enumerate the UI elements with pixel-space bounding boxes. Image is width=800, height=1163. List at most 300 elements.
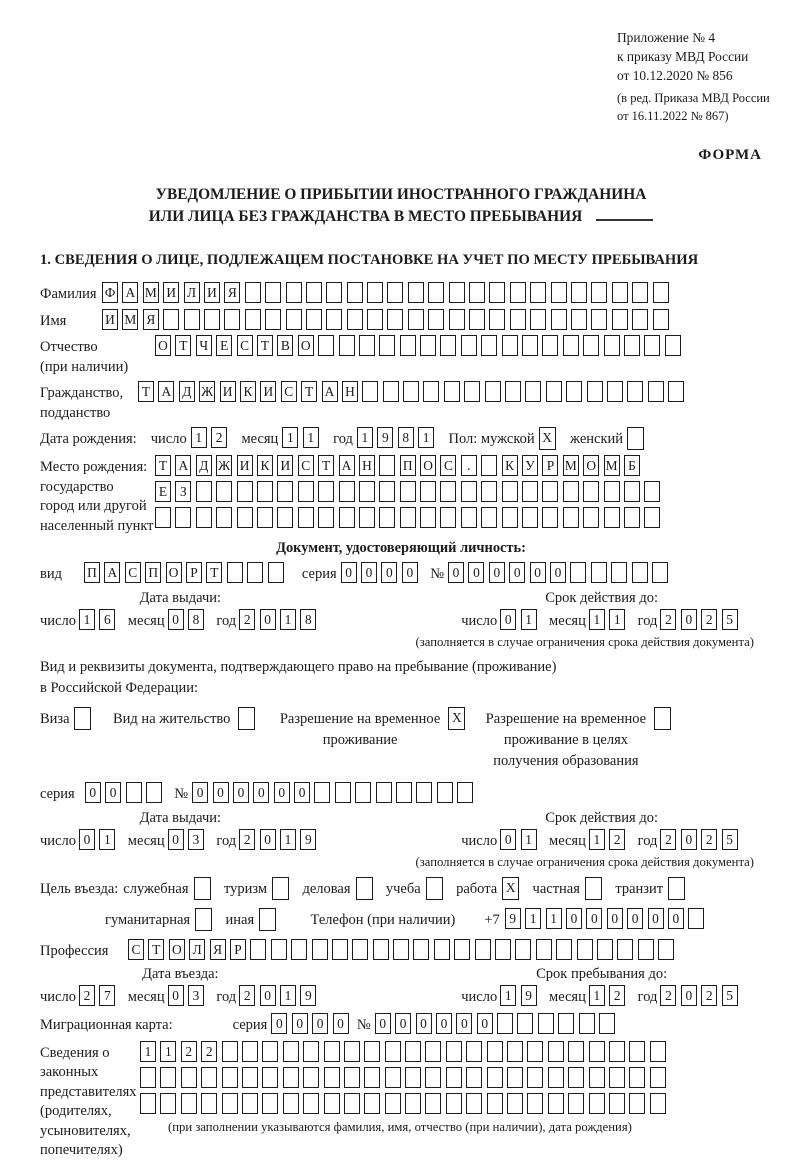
residence-permit-checkbox[interactable] bbox=[238, 706, 259, 730]
char-box[interactable] bbox=[530, 282, 546, 303]
char-box[interactable] bbox=[502, 507, 518, 528]
char-box[interactable] bbox=[383, 381, 399, 402]
char-box[interactable] bbox=[527, 1067, 543, 1088]
char-box[interactable] bbox=[224, 309, 240, 330]
purpose-transit-checkbox[interactable] bbox=[668, 877, 689, 900]
char-box[interactable]: А bbox=[322, 381, 338, 402]
char-box[interactable] bbox=[195, 908, 212, 931]
char-box[interactable] bbox=[607, 381, 623, 402]
char-box[interactable] bbox=[466, 1093, 482, 1114]
char-box[interactable] bbox=[257, 507, 273, 528]
char-box[interactable]: 0 bbox=[509, 562, 525, 583]
char-box[interactable]: Ж bbox=[216, 455, 232, 476]
char-box[interactable] bbox=[312, 939, 328, 960]
char-box[interactable] bbox=[184, 309, 200, 330]
char-box[interactable]: 0 bbox=[294, 782, 310, 803]
char-box[interactable]: К bbox=[257, 455, 273, 476]
char-box[interactable]: Д bbox=[179, 381, 195, 402]
char-box[interactable] bbox=[525, 381, 541, 402]
char-box[interactable] bbox=[298, 507, 314, 528]
char-box[interactable]: М bbox=[604, 455, 620, 476]
char-box[interactable] bbox=[155, 507, 171, 528]
char-box[interactable] bbox=[444, 381, 460, 402]
char-box[interactable]: 0 bbox=[402, 562, 418, 583]
char-box[interactable]: 0 bbox=[274, 782, 290, 803]
char-box[interactable] bbox=[665, 335, 681, 356]
char-box[interactable]: 1 bbox=[609, 609, 625, 630]
purpose-business-checkbox[interactable] bbox=[356, 877, 377, 900]
char-box[interactable] bbox=[396, 782, 412, 803]
char-box[interactable]: П bbox=[145, 562, 161, 583]
char-box[interactable]: А bbox=[175, 455, 191, 476]
char-box[interactable] bbox=[247, 562, 263, 583]
char-box[interactable] bbox=[222, 1067, 238, 1088]
char-box[interactable]: 2 bbox=[239, 985, 255, 1006]
char-box[interactable] bbox=[551, 282, 567, 303]
char-box[interactable] bbox=[387, 282, 403, 303]
char-box[interactable] bbox=[146, 782, 162, 803]
char-box[interactable] bbox=[568, 1041, 584, 1062]
char-box[interactable] bbox=[356, 877, 373, 900]
char-box[interactable]: 0 bbox=[333, 1013, 349, 1034]
visa-checkbox[interactable] bbox=[74, 706, 95, 730]
sex-female-checkbox[interactable] bbox=[627, 427, 648, 450]
char-box[interactable] bbox=[196, 481, 212, 502]
char-box[interactable] bbox=[617, 939, 633, 960]
char-box[interactable]: 0 bbox=[500, 609, 516, 630]
char-box[interactable]: 0 bbox=[168, 609, 184, 630]
purpose-other-checkbox[interactable] bbox=[259, 908, 280, 931]
char-box[interactable]: С bbox=[237, 335, 253, 356]
char-box[interactable] bbox=[548, 1041, 564, 1062]
char-box[interactable] bbox=[487, 1093, 503, 1114]
char-box[interactable] bbox=[425, 1067, 441, 1088]
char-box[interactable]: 1 bbox=[418, 427, 434, 448]
char-box[interactable] bbox=[222, 1041, 238, 1062]
char-box[interactable] bbox=[551, 309, 567, 330]
char-box[interactable] bbox=[485, 381, 501, 402]
char-box[interactable]: С bbox=[440, 455, 456, 476]
char-box[interactable] bbox=[568, 1067, 584, 1088]
char-box[interactable] bbox=[624, 481, 640, 502]
char-box[interactable] bbox=[420, 507, 436, 528]
char-box[interactable] bbox=[440, 481, 456, 502]
char-box[interactable] bbox=[352, 939, 368, 960]
char-box[interactable]: 5 bbox=[722, 609, 738, 630]
char-box[interactable] bbox=[314, 782, 330, 803]
char-box[interactable]: 0 bbox=[468, 562, 484, 583]
char-box[interactable]: Д bbox=[196, 455, 212, 476]
char-box[interactable]: 1 bbox=[282, 427, 298, 448]
char-box[interactable] bbox=[481, 507, 497, 528]
char-box[interactable] bbox=[367, 282, 383, 303]
char-box[interactable] bbox=[376, 782, 392, 803]
char-box[interactable]: 1 bbox=[79, 609, 95, 630]
char-box[interactable]: 1 bbox=[589, 609, 605, 630]
char-box[interactable]: 0 bbox=[85, 782, 101, 803]
char-box[interactable] bbox=[426, 877, 443, 900]
char-box[interactable] bbox=[454, 939, 470, 960]
temp-residence-education-checkbox[interactable] bbox=[654, 706, 675, 730]
char-box[interactable] bbox=[204, 309, 220, 330]
char-box[interactable] bbox=[515, 939, 531, 960]
char-box[interactable] bbox=[175, 507, 191, 528]
char-box[interactable] bbox=[283, 1041, 299, 1062]
char-box[interactable] bbox=[668, 381, 684, 402]
char-box[interactable] bbox=[599, 1013, 615, 1034]
char-box[interactable]: 1 bbox=[546, 908, 562, 929]
char-box[interactable] bbox=[277, 507, 293, 528]
char-box[interactable] bbox=[306, 282, 322, 303]
char-box[interactable]: 0 bbox=[627, 908, 643, 929]
char-box[interactable]: 0 bbox=[477, 1013, 493, 1034]
char-box[interactable] bbox=[286, 309, 302, 330]
char-box[interactable] bbox=[556, 939, 572, 960]
char-box[interactable]: 9 bbox=[505, 908, 521, 929]
char-box[interactable] bbox=[583, 481, 599, 502]
char-box[interactable] bbox=[291, 939, 307, 960]
char-box[interactable] bbox=[237, 481, 253, 502]
char-box[interactable]: 9 bbox=[300, 829, 316, 850]
char-box[interactable]: В bbox=[277, 335, 293, 356]
char-box[interactable]: 0 bbox=[648, 908, 664, 929]
char-box[interactable] bbox=[558, 1013, 574, 1034]
char-box[interactable] bbox=[425, 1093, 441, 1114]
char-box[interactable]: X bbox=[502, 877, 519, 900]
char-box[interactable] bbox=[359, 481, 375, 502]
char-box[interactable]: И bbox=[220, 381, 236, 402]
char-box[interactable]: 0 bbox=[456, 1013, 472, 1034]
char-box[interactable] bbox=[648, 381, 664, 402]
char-box[interactable] bbox=[658, 939, 674, 960]
char-box[interactable] bbox=[542, 507, 558, 528]
char-box[interactable]: 0 bbox=[312, 1013, 328, 1034]
char-box[interactable]: 0 bbox=[253, 782, 269, 803]
char-box[interactable]: М bbox=[143, 282, 159, 303]
char-box[interactable] bbox=[359, 335, 375, 356]
char-box[interactable]: 9 bbox=[521, 985, 537, 1006]
char-box[interactable]: 0 bbox=[341, 562, 357, 583]
char-box[interactable] bbox=[570, 562, 586, 583]
char-box[interactable] bbox=[242, 1093, 258, 1114]
char-box[interactable] bbox=[502, 335, 518, 356]
char-box[interactable] bbox=[434, 939, 450, 960]
char-box[interactable] bbox=[416, 782, 432, 803]
char-box[interactable] bbox=[242, 1067, 258, 1088]
char-box[interactable] bbox=[347, 282, 363, 303]
char-box[interactable] bbox=[542, 481, 558, 502]
char-box[interactable] bbox=[335, 782, 351, 803]
char-box[interactable] bbox=[563, 507, 579, 528]
char-box[interactable] bbox=[481, 335, 497, 356]
char-box[interactable] bbox=[487, 1067, 503, 1088]
char-box[interactable] bbox=[74, 707, 91, 730]
char-box[interactable]: Я bbox=[224, 282, 240, 303]
char-box[interactable]: 2 bbox=[660, 609, 676, 630]
char-box[interactable] bbox=[446, 1041, 462, 1062]
char-box[interactable]: 2 bbox=[211, 427, 227, 448]
char-box[interactable] bbox=[216, 507, 232, 528]
char-box[interactable] bbox=[318, 507, 334, 528]
char-box[interactable] bbox=[324, 1067, 340, 1088]
char-box[interactable] bbox=[194, 877, 211, 900]
char-box[interactable]: 0 bbox=[79, 829, 95, 850]
char-box[interactable]: М bbox=[122, 309, 138, 330]
char-box[interactable]: Т bbox=[301, 381, 317, 402]
char-box[interactable]: Н bbox=[342, 381, 358, 402]
char-box[interactable] bbox=[587, 381, 603, 402]
char-box[interactable]: 1 bbox=[140, 1041, 156, 1062]
char-box[interactable] bbox=[403, 381, 419, 402]
char-box[interactable] bbox=[591, 282, 607, 303]
char-box[interactable]: И bbox=[237, 455, 253, 476]
char-box[interactable]: 0 bbox=[168, 829, 184, 850]
char-box[interactable] bbox=[385, 1041, 401, 1062]
char-box[interactable] bbox=[364, 1041, 380, 1062]
char-box[interactable] bbox=[489, 309, 505, 330]
char-box[interactable] bbox=[629, 1067, 645, 1088]
char-box[interactable]: 0 bbox=[213, 782, 229, 803]
char-box[interactable] bbox=[654, 707, 671, 730]
char-box[interactable] bbox=[196, 507, 212, 528]
char-box[interactable]: 2 bbox=[609, 985, 625, 1006]
char-box[interactable] bbox=[242, 1041, 258, 1062]
char-box[interactable]: Р bbox=[186, 562, 202, 583]
char-box[interactable] bbox=[571, 282, 587, 303]
char-box[interactable] bbox=[339, 507, 355, 528]
char-box[interactable] bbox=[446, 1067, 462, 1088]
char-box[interactable]: 0 bbox=[233, 782, 249, 803]
char-box[interactable] bbox=[507, 1067, 523, 1088]
char-box[interactable] bbox=[339, 335, 355, 356]
char-box[interactable] bbox=[566, 381, 582, 402]
char-box[interactable]: Т bbox=[138, 381, 154, 402]
char-box[interactable] bbox=[644, 507, 660, 528]
purpose-humanitarian-checkbox[interactable] bbox=[195, 908, 216, 931]
char-box[interactable]: И bbox=[204, 282, 220, 303]
char-box[interactable] bbox=[222, 1093, 238, 1114]
char-box[interactable]: 1 bbox=[500, 985, 516, 1006]
char-box[interactable]: Т bbox=[148, 939, 164, 960]
char-box[interactable]: 2 bbox=[609, 829, 625, 850]
char-box[interactable] bbox=[632, 562, 648, 583]
purpose-study-checkbox[interactable] bbox=[426, 877, 447, 900]
char-box[interactable] bbox=[585, 877, 602, 900]
char-box[interactable]: X bbox=[448, 707, 465, 730]
char-box[interactable]: И bbox=[102, 309, 118, 330]
char-box[interactable] bbox=[624, 507, 640, 528]
char-box[interactable] bbox=[650, 1093, 666, 1114]
char-box[interactable]: 1 bbox=[521, 829, 537, 850]
char-box[interactable]: А bbox=[104, 562, 120, 583]
char-box[interactable] bbox=[379, 481, 395, 502]
char-box[interactable] bbox=[536, 939, 552, 960]
char-box[interactable] bbox=[609, 1093, 625, 1114]
char-box[interactable] bbox=[522, 481, 538, 502]
char-box[interactable]: 0 bbox=[607, 908, 623, 929]
char-box[interactable]: 0 bbox=[168, 985, 184, 1006]
purpose-tourism-checkbox[interactable] bbox=[272, 877, 293, 900]
char-box[interactable] bbox=[393, 939, 409, 960]
char-box[interactable] bbox=[140, 1093, 156, 1114]
char-box[interactable]: 5 bbox=[722, 985, 738, 1006]
char-box[interactable]: 0 bbox=[271, 1013, 287, 1034]
char-box[interactable]: 8 bbox=[398, 427, 414, 448]
char-box[interactable] bbox=[650, 1041, 666, 1062]
char-box[interactable] bbox=[160, 1067, 176, 1088]
char-box[interactable] bbox=[449, 309, 465, 330]
char-box[interactable]: О bbox=[583, 455, 599, 476]
char-box[interactable]: 3 bbox=[188, 985, 204, 1006]
char-box[interactable]: 2 bbox=[701, 609, 717, 630]
char-box[interactable] bbox=[373, 939, 389, 960]
char-box[interactable] bbox=[530, 309, 546, 330]
char-box[interactable] bbox=[379, 507, 395, 528]
char-box[interactable]: С bbox=[281, 381, 297, 402]
char-box[interactable] bbox=[163, 309, 179, 330]
char-box[interactable] bbox=[245, 309, 261, 330]
char-box[interactable] bbox=[385, 1093, 401, 1114]
char-box[interactable] bbox=[277, 481, 293, 502]
char-box[interactable]: 0 bbox=[681, 829, 697, 850]
char-box[interactable]: С bbox=[128, 939, 144, 960]
char-box[interactable] bbox=[379, 335, 395, 356]
char-box[interactable] bbox=[332, 939, 348, 960]
char-box[interactable]: 1 bbox=[589, 829, 605, 850]
char-box[interactable]: 0 bbox=[375, 1013, 391, 1034]
char-box[interactable] bbox=[286, 282, 302, 303]
char-box[interactable] bbox=[510, 309, 526, 330]
char-box[interactable]: Р bbox=[230, 939, 246, 960]
char-box[interactable]: А bbox=[122, 282, 138, 303]
char-box[interactable] bbox=[303, 1067, 319, 1088]
char-box[interactable]: 0 bbox=[681, 985, 697, 1006]
char-box[interactable]: 2 bbox=[181, 1041, 197, 1062]
char-box[interactable] bbox=[481, 481, 497, 502]
char-box[interactable] bbox=[510, 282, 526, 303]
char-box[interactable]: Т bbox=[206, 562, 222, 583]
char-box[interactable] bbox=[653, 309, 669, 330]
char-box[interactable] bbox=[568, 1093, 584, 1114]
char-box[interactable]: Ч bbox=[196, 335, 212, 356]
char-box[interactable]: И bbox=[277, 455, 293, 476]
char-box[interactable] bbox=[324, 1093, 340, 1114]
char-box[interactable]: 1 bbox=[589, 985, 605, 1006]
char-box[interactable]: О bbox=[169, 939, 185, 960]
char-box[interactable]: 0 bbox=[500, 829, 516, 850]
char-box[interactable] bbox=[181, 1067, 197, 1088]
char-box[interactable] bbox=[440, 335, 456, 356]
char-box[interactable] bbox=[245, 282, 261, 303]
char-box[interactable] bbox=[487, 1041, 503, 1062]
purpose-private-checkbox[interactable] bbox=[585, 877, 606, 900]
char-box[interactable] bbox=[160, 1093, 176, 1114]
char-box[interactable] bbox=[379, 455, 395, 476]
char-box[interactable]: А bbox=[339, 455, 355, 476]
char-box[interactable]: 1 bbox=[191, 427, 207, 448]
char-box[interactable] bbox=[577, 939, 593, 960]
char-box[interactable] bbox=[457, 782, 473, 803]
char-box[interactable]: Ф bbox=[102, 282, 118, 303]
char-box[interactable]: 9 bbox=[377, 427, 393, 448]
char-box[interactable] bbox=[507, 1093, 523, 1114]
char-box[interactable] bbox=[469, 282, 485, 303]
char-box[interactable] bbox=[489, 282, 505, 303]
char-box[interactable] bbox=[589, 1041, 605, 1062]
char-box[interactable] bbox=[571, 309, 587, 330]
char-box[interactable]: 1 bbox=[357, 427, 373, 448]
char-box[interactable]: И bbox=[163, 282, 179, 303]
char-box[interactable] bbox=[250, 939, 266, 960]
char-box[interactable] bbox=[604, 507, 620, 528]
char-box[interactable] bbox=[326, 282, 342, 303]
char-box[interactable]: П bbox=[400, 455, 416, 476]
char-box[interactable] bbox=[548, 1067, 564, 1088]
char-box[interactable] bbox=[653, 282, 669, 303]
char-box[interactable]: 0 bbox=[260, 609, 276, 630]
char-box[interactable] bbox=[405, 1041, 421, 1062]
char-box[interactable] bbox=[268, 562, 284, 583]
char-box[interactable]: 3 bbox=[188, 829, 204, 850]
char-box[interactable]: К bbox=[240, 381, 256, 402]
char-box[interactable] bbox=[181, 1093, 197, 1114]
char-box[interactable] bbox=[461, 335, 477, 356]
char-box[interactable] bbox=[461, 507, 477, 528]
char-box[interactable] bbox=[271, 939, 287, 960]
char-box[interactable]: Я bbox=[143, 309, 159, 330]
char-box[interactable]: 0 bbox=[668, 908, 684, 929]
char-box[interactable] bbox=[259, 908, 276, 931]
char-box[interactable]: 1 bbox=[525, 908, 541, 929]
char-box[interactable] bbox=[262, 1041, 278, 1062]
char-box[interactable] bbox=[272, 877, 289, 900]
char-box[interactable] bbox=[318, 335, 334, 356]
char-box[interactable] bbox=[563, 335, 579, 356]
char-box[interactable] bbox=[298, 481, 314, 502]
char-box[interactable]: З bbox=[175, 481, 191, 502]
char-box[interactable] bbox=[481, 455, 497, 476]
char-box[interactable]: 2 bbox=[79, 985, 95, 1006]
char-box[interactable] bbox=[632, 282, 648, 303]
char-box[interactable]: 1 bbox=[160, 1041, 176, 1062]
char-box[interactable]: Ж bbox=[199, 381, 215, 402]
char-box[interactable]: 0 bbox=[416, 1013, 432, 1034]
char-box[interactable] bbox=[344, 1067, 360, 1088]
char-box[interactable]: 0 bbox=[361, 562, 377, 583]
char-box[interactable] bbox=[347, 309, 363, 330]
char-box[interactable] bbox=[597, 939, 613, 960]
char-box[interactable] bbox=[475, 939, 491, 960]
char-box[interactable]: 1 bbox=[303, 427, 319, 448]
char-box[interactable] bbox=[265, 282, 281, 303]
char-box[interactable] bbox=[464, 381, 480, 402]
char-box[interactable] bbox=[428, 309, 444, 330]
char-box[interactable] bbox=[497, 1013, 513, 1034]
char-box[interactable] bbox=[420, 335, 436, 356]
char-box[interactable] bbox=[440, 507, 456, 528]
char-box[interactable]: Л bbox=[184, 282, 200, 303]
char-box[interactable] bbox=[546, 381, 562, 402]
char-box[interactable]: 5 bbox=[722, 829, 738, 850]
char-box[interactable]: Е bbox=[155, 481, 171, 502]
char-box[interactable] bbox=[688, 908, 704, 929]
purpose-official-checkbox[interactable] bbox=[194, 877, 215, 900]
char-box[interactable] bbox=[428, 282, 444, 303]
char-box[interactable]: 0 bbox=[530, 562, 546, 583]
char-box[interactable]: 1 bbox=[280, 985, 296, 1006]
char-box[interactable]: . bbox=[461, 455, 477, 476]
char-box[interactable] bbox=[604, 335, 620, 356]
